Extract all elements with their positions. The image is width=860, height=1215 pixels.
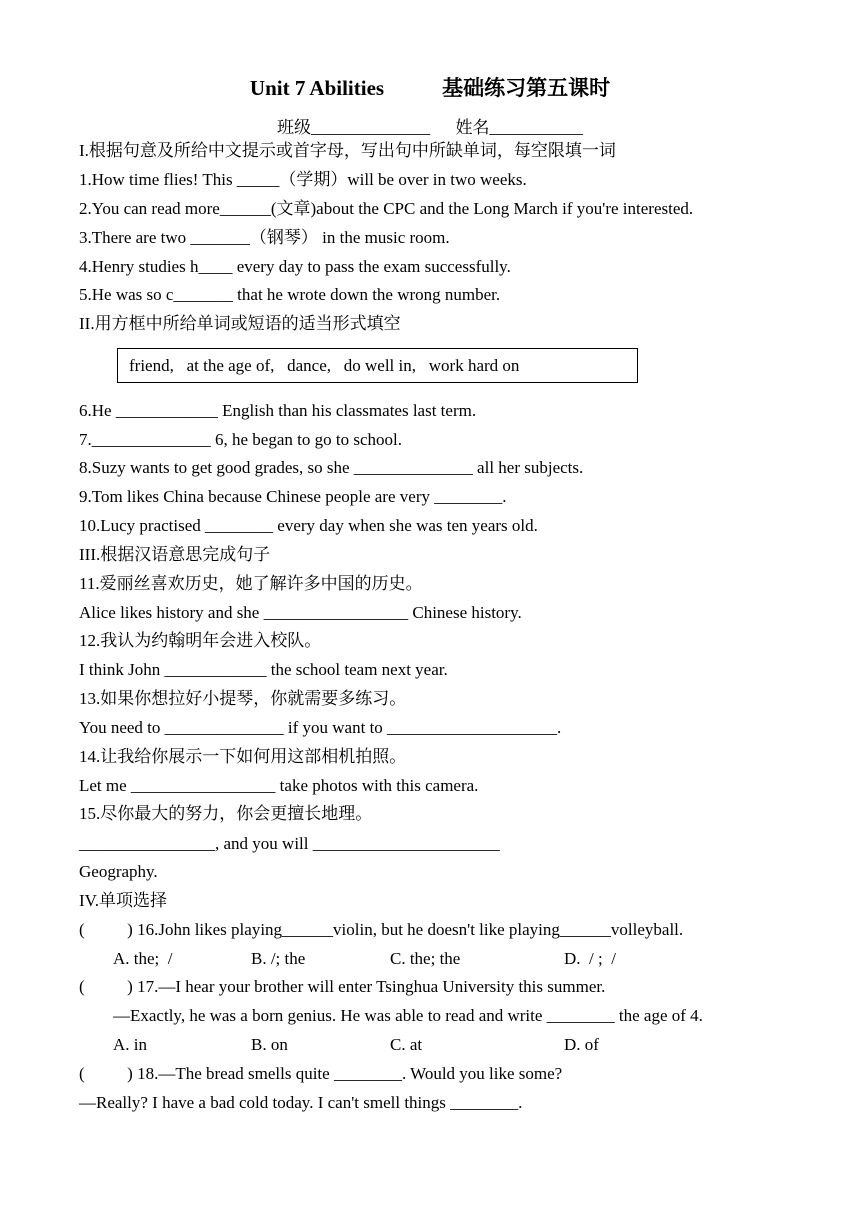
question-16-option-d: D. / ; / xyxy=(564,949,616,968)
question-18-stem: ( ) 18.—The bread smells quite ________. Would you like some? xyxy=(79,1064,563,1083)
question-16-stem: ( ) 16.John likes playing______violin, but he doesn't like playing______volleyball. xyxy=(79,920,684,939)
section4-heading: IV.单项选择 xyxy=(79,891,167,910)
question-6: 6.He ____________ English than his classmates last term. xyxy=(79,401,477,420)
question-17-option-a: A. in xyxy=(113,1035,147,1054)
question-5: 5.He was so c_______ that he wrote down the wrong number. xyxy=(79,285,501,304)
question-16-option-a: A. the; / xyxy=(113,949,173,968)
question-14-english: Let me _________________ take photos with this camera. xyxy=(79,776,479,795)
class-field-label: 班级______________ xyxy=(277,118,430,137)
question-17-reply: —Exactly, he was a born genius. He was able to read and write ________ the age of 4. xyxy=(113,1006,703,1025)
question-16-option-c: C. the; the xyxy=(390,949,461,968)
question-14-chinese: 14.让我给你展示一下如何用这部相机拍照。 xyxy=(79,747,407,766)
question-18-reply: —Really? I have a bad cold today. I can't smell things ________. xyxy=(79,1093,523,1112)
question-10: 10.Lucy practised ________ every day when she was ten years old. xyxy=(79,516,538,535)
question-17-option-c: C. at xyxy=(390,1035,423,1054)
question-2: 2.You can read more______(文章)about the CPC and the Long March if you're interested. xyxy=(79,199,694,218)
question-12-chinese: 12.我认为约翰明年会进入校队。 xyxy=(79,631,322,650)
question-17-option-b: B. on xyxy=(251,1035,288,1054)
question-16-option-b: B. /; the xyxy=(251,949,306,968)
question-12-english: I think John ____________ the school team next year. xyxy=(79,660,448,679)
question-7: 7.______________ 6, he began to go to school. xyxy=(79,430,402,449)
question-8: 8.Suzy wants to get good grades, so she ______________ all her subjects. xyxy=(79,458,584,477)
question-13-chinese: 13.如果你想拉好小提琴，你就需要多练习。 xyxy=(79,689,407,708)
title-unit: Unit 7 Abilities xyxy=(249,76,385,100)
question-15-english: ________________, and you will ______________________ xyxy=(79,834,500,853)
question-11-english: Alice likes history and she _________________ Chinese history. xyxy=(79,603,522,622)
section2-heading: II.用方框中所给单词或短语的适当形式填空 xyxy=(79,314,401,333)
question-4: 4.Henry studies h____ every day to pass the exam successfully. xyxy=(79,257,511,276)
student-info xyxy=(0,113,860,138)
section3-heading: III.根据汉语意思完成句子 xyxy=(79,545,271,564)
page-title xyxy=(0,72,860,102)
question-17-option-d: D. of xyxy=(564,1035,599,1054)
question-17-stem: ( ) 17.—I hear your brother will enter Tsinghua University this summer. xyxy=(79,977,606,996)
title-sub: 基础练习第五课时 xyxy=(442,76,611,100)
question-3: 3.There are two _______（钢琴） in the music room. xyxy=(79,228,450,247)
question-11-chinese: 11.爱丽丝喜欢历史，她了解许多中国的历史。 xyxy=(79,574,423,593)
question-15-continued: Geography. xyxy=(79,862,158,881)
question-15-chinese: 15.尽你最大的努力，你会更擅长地理。 xyxy=(79,804,373,823)
word-box: friend, at the age of, dance, do well in, work hard on xyxy=(117,348,638,383)
question-13-english: You need to ______________ if you want to ____________________. xyxy=(79,718,562,737)
question-9: 9.Tom likes China because Chinese people are very ________. xyxy=(79,487,507,506)
question-1: 1.How time flies! This _____（学期）will be over in two weeks. xyxy=(79,170,527,189)
name-field-label: 姓名___________ xyxy=(455,118,583,137)
section1-heading: I.根据句意及所给中文提示或首字母，写出句中所缺单词，每空限填一词 xyxy=(79,141,616,160)
